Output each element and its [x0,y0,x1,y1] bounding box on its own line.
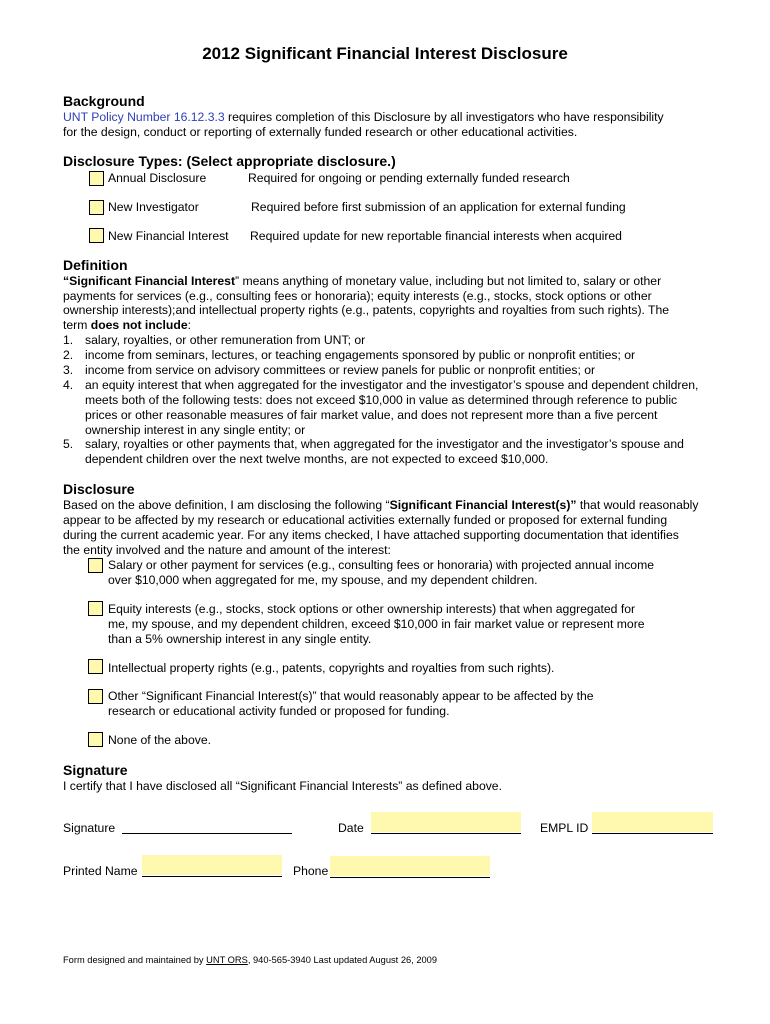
certify-statement: I certify that I have disclosed all “Significant Financial Interests” as defined above. [63,779,502,793]
disclosure-line-4: the entity involved and the nature and amount of the interest: [63,543,391,557]
salary-option-line-2: over $10,000 when aggregated for me, my spouse, and my dependent children. [108,573,538,587]
disclosure-types-heading: Disclosure Types: (Select appropriate disclosure.) [63,153,396,169]
definition-line-1-text: ” means anything of monetary value, including but not limited to, salary or other [235,274,662,288]
definition-line-4 [63,318,191,333]
footer-text [63,955,437,965]
definition-heading: Definition [63,257,128,273]
annual-disclosure-label: Annual Disclosure [108,171,207,185]
list-item: an equity interest that when aggregated for the investigator and the investigator’s spouse and dependent children, [85,378,699,392]
list-item: income from service on advisory committees or review panels for public or nonprofit entities; or [85,363,596,377]
equity-option-line-1: Equity interests (e.g., stocks, stock options or other ownership interests) that when aggregated for [108,602,636,616]
salary-checkbox[interactable] [88,558,103,573]
empl-id-label: EMPL ID [540,821,589,835]
new-financial-interest-checkbox[interactable] [89,228,104,243]
list-item-continuation: dependent children over the next twelve months, are not expected to exceed $10,000. [85,452,549,466]
other-sfi-option-line-2: research or educational activity funded or proposed for funding. [108,704,450,718]
background-heading: Background [63,93,145,109]
list-item: income from seminars, lectures, or teaching engagements sponsored by public or nonprofit entities; or [85,348,636,362]
disclosure-line-1-c: that would reasonably [576,498,699,512]
list-item: salary, royalties or other payments that, when aggregated for the investigator and the investigator’s spouse and [85,437,684,451]
definition-line-2: payments for services (e.g., consulting fees or honoraria); equity interests (e.g., stocks, stock options or other [63,289,652,303]
list-number: 1. [63,333,74,347]
date-line [371,833,521,834]
salary-option-line-1: Salary or other payment for services (e.g., consulting fees or honoraria) with projected annual income [108,558,655,572]
policy-link[interactable]: UNT Policy Number 16.12.3.3 [63,110,225,124]
equity-checkbox[interactable] [88,601,103,616]
phone-label: Phone [293,864,329,878]
ip-rights-checkbox[interactable] [88,659,103,674]
definition-line-1 [63,274,661,289]
printed-name-label: Printed Name [63,864,138,878]
equity-option-line-2: me, my spouse, and my dependent children, exceed $10,000 in fair market value or represent more [108,617,645,631]
footer-pre: Form designed and maintained by [63,955,207,965]
unt-ors-link[interactable]: UNT ORS [206,955,248,965]
signature-label: Signature [63,821,116,835]
list-number: 2. [63,348,74,362]
disclosure-heading: Disclosure [63,481,135,497]
other-sfi-checkbox[interactable] [88,689,103,704]
new-financial-interest-desc: Required update for new reportable financial interests when acquired [250,229,622,243]
list-number: 3. [63,363,74,377]
disclosure-line-2: appear to be affected by my research or educational activities externally funded or proposed for external funding [63,513,668,527]
footer-post: , 940-565-3940 Last updated August 26, 2009 [247,955,438,965]
new-investigator-label: New Investigator [108,200,199,214]
disclosure-line-1 [63,498,698,513]
none-of-above-option: None of the above. [108,733,211,747]
list-number: 5. [63,437,74,451]
empl-id-line [592,833,713,834]
definition-line-4-c: : [187,318,191,332]
list-number: 4. [63,378,74,392]
list-item-continuation: prices or other reasonable measures of fair market value, and does not represent more than a five percent [85,408,658,422]
disclosure-line-3: during the current academic year. For any items checked, I have attached supporting documentation that identifies [63,528,679,542]
printed-name-field[interactable] [142,855,282,875]
other-sfi-option-line-1: Other “Significant Financial Interest(s)” that would reasonably appear to be affected by the [108,689,594,703]
phone-field[interactable] [330,856,490,876]
definition-line-4-a: term [63,318,91,332]
printed-name-line [142,876,282,877]
does-not-include-text: does not include [90,318,188,332]
page-title: 2012 Significant Financial Interest Disclosure [202,44,568,63]
disclosure-line-1-a: Based on the above definition, I am disclosing the following “ [63,498,390,512]
background-line-1 [63,110,664,125]
annual-disclosure-checkbox[interactable] [89,171,104,186]
date-field[interactable] [371,812,521,832]
new-investigator-checkbox[interactable] [89,200,104,215]
background-line-2: for the design, conduct or reporting of externally funded research or other educational activities. [63,125,578,139]
date-label: Date [338,821,364,835]
list-item: salary, royalties, or other remuneration from UNT; or [85,333,366,347]
sfi-bold-text: Significant Financial Interest(s)” [389,498,577,512]
list-item-continuation: meets both of the following tests: does not exceed $10,000 in value as determined through reference to public [85,393,678,407]
definition-line-3: ownership interests);and intellectual property rights (e.g., patents, copyrights and royalties from such rights). The [63,303,670,317]
none-of-above-checkbox[interactable] [88,732,103,747]
new-financial-interest-label: New Financial Interest [108,229,229,243]
list-item-continuation: ownership interest in any single entity; or [85,423,306,437]
empl-id-field[interactable] [592,812,713,832]
equity-option-line-3: than a 5% ownership interest in any single entity. [108,632,372,646]
ip-rights-option: Intellectual property rights (e.g., patents, copyrights and royalties from such rights). [108,661,555,675]
annual-disclosure-desc: Required for ongoing or pending externally funded research [248,171,570,185]
signature-heading: Signature [63,762,128,778]
phone-line [330,877,490,878]
definition-term: “Significant Financial Interest [63,274,236,288]
new-investigator-desc: Required before first submission of an application for external funding [251,200,626,214]
background-line-1-text: requires completion of this Disclosure by all investigators who have responsibility [224,110,664,124]
signature-line[interactable] [122,833,292,834]
